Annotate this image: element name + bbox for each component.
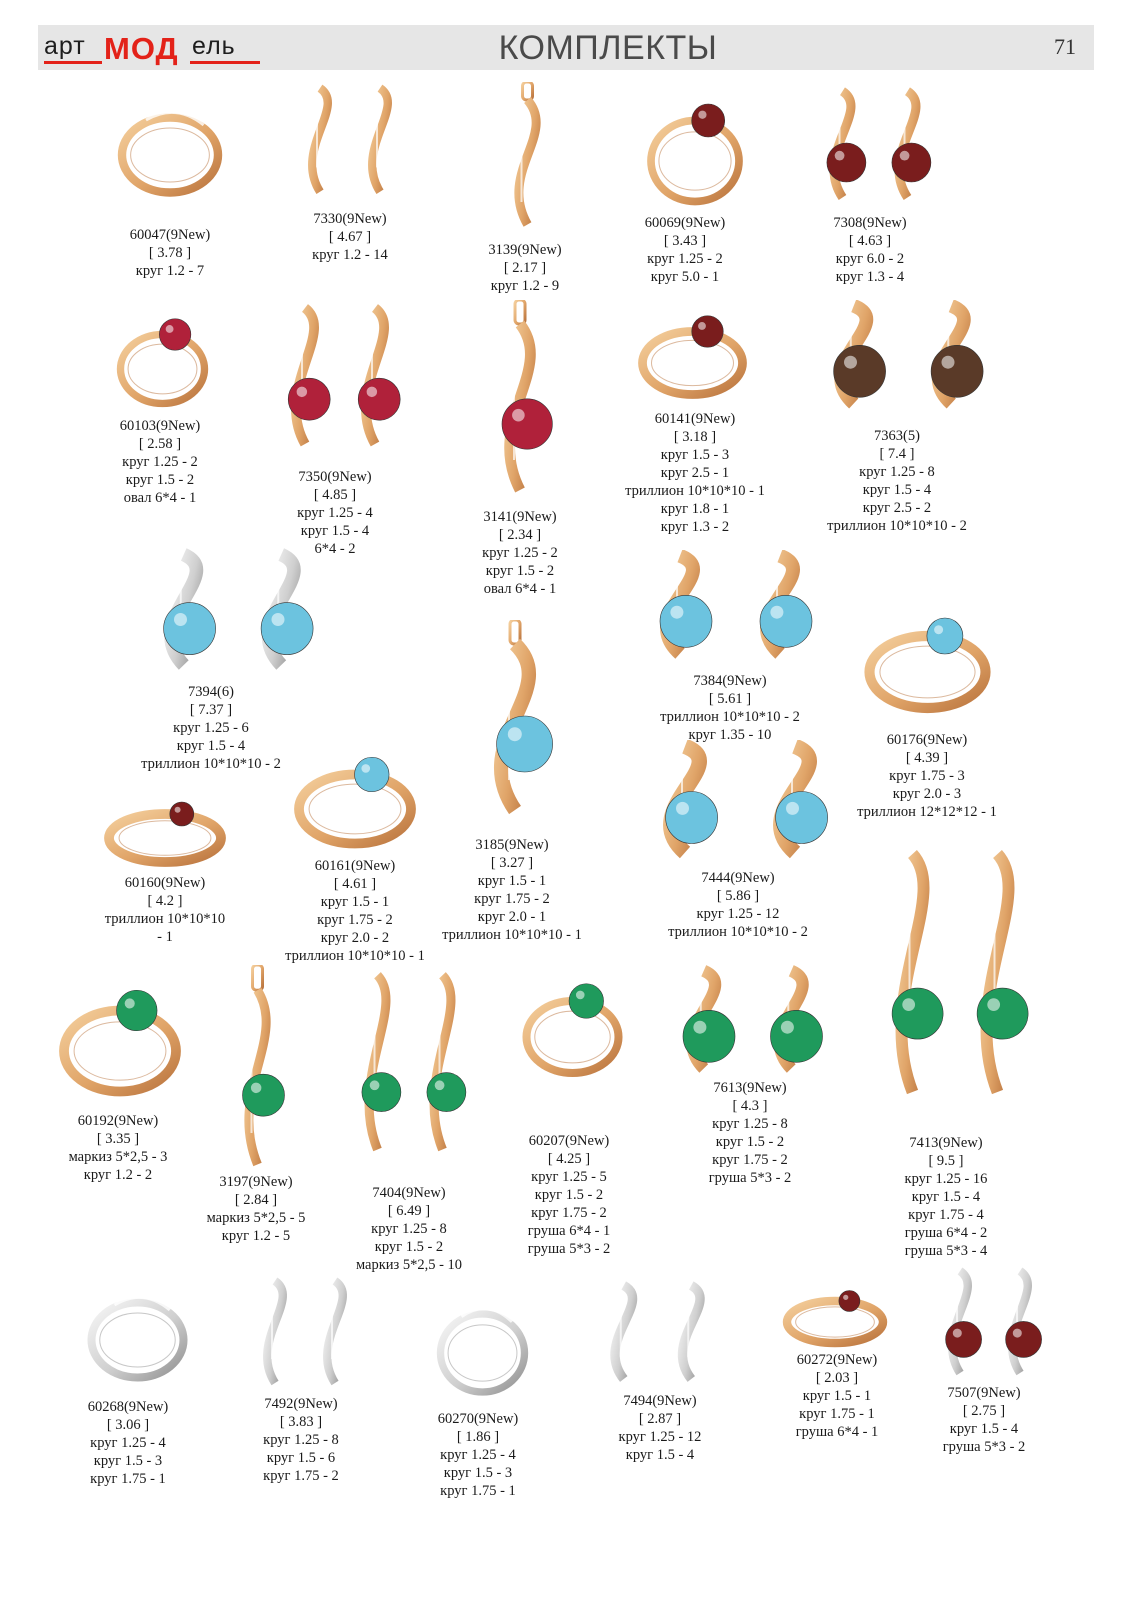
product-image-earrings [290,82,410,204]
stone-spec: маркиз 5*2,5 - 10 [355,1257,463,1273]
gemstone [946,1321,982,1357]
stone-spec: триллион 10*10*10 [104,911,226,927]
product-code: 60047(9New) [129,227,211,243]
gemstone [892,143,931,182]
ring-band [870,636,986,708]
product-weight: [ 9.5 ] [928,1153,964,1169]
stone-spec: круг 1.5 - 4 [862,482,932,498]
gemstone [666,792,718,844]
stone-spec: круг 1.25 - 16 [904,1171,988,1187]
product-caption [623,869,853,941]
product-image-pendant [220,965,295,1175]
product-code: 60268(9New) [87,1399,169,1415]
product-image-earrings [870,840,1040,1120]
gemstone [660,595,712,647]
gemstone [164,603,216,655]
product-weight: [ 2.87 ] [638,1411,682,1427]
stone-spec: круг 6.0 - 2 [835,251,905,267]
logo-text-mid: МОД [104,31,179,66]
gemstone [358,378,400,420]
gemstone [117,990,158,1031]
stone-spec: триллион 10*10*10 - 2 [827,518,967,534]
stone-spec: триллион 12*12*12 - 1 [857,804,997,820]
stone-spec: круг 1.8 - 1 [660,501,730,517]
product-image-earrings [805,300,1000,415]
product-caption [240,857,470,965]
stone-spec: триллион 10*10*10 - 1 [285,948,425,964]
logo-text-left: арт [44,32,86,60]
stone-spec: круг 2.5 - 1 [660,465,730,481]
stone-spec: круг 1.5 - 2 [485,563,555,579]
stone-spec: круг 1.5 - 1 [320,894,390,910]
stone-spec: круг 1.25 - 12 [696,906,780,922]
stone-spec: триллион 10*10*10 - 2 [660,709,800,725]
stone-spec: круг 1.25 - 4 [297,505,373,521]
stone-spec: круг 1.25 - 4 [440,1447,516,1463]
stone-spec: круг 1.5 - 4 [300,523,370,539]
product-image-ring [110,80,230,205]
product-image-ring [110,300,215,415]
page-number: 71 [1054,34,1076,59]
product-weight: [ 3.83 ] [279,1414,323,1430]
product-image-earrings [245,1275,365,1395]
stone-spec: круг 1.5 - 2 [374,1239,444,1255]
product-code: 60103(9New) [119,418,201,434]
product-weight: [ 3.35 ] [96,1131,140,1147]
product-code: 3141(9New) [483,509,557,525]
stone-spec: круг 1.25 - 12 [618,1429,702,1445]
product-image-earrings [630,550,830,665]
stone-spec: круг 1.25 - 8 [712,1116,788,1132]
product-weight: [ 7.4 ] [879,446,915,462]
stone-spec: круг 1.2 - 9 [490,278,560,294]
page-title: КОМПЛЕКТЫ [498,29,718,67]
stone-spec: круг 1.5 - 4 [625,1447,695,1463]
stone-spec: круг 1.25 - 6 [173,720,249,736]
product-image-earrings [810,85,940,210]
earring-body [366,308,384,444]
product-weight: [ 3.43 ] [663,233,707,249]
product-image-ring [95,790,235,870]
product-image-ring [855,600,1000,720]
product-code: 7330(9New) [313,211,387,227]
product-code: 3185(9New) [475,837,549,853]
product-code: 7384(9New) [693,673,767,689]
stone-spec: 6*4 - 2 [314,541,356,557]
stone-spec: круг 1.25 - 2 [482,545,558,561]
product-weight: [ 2.34 ] [498,527,542,543]
stone-spec: круг 1.25 - 2 [647,251,723,267]
logo-underline-right [190,61,260,64]
product-code: 60270(9New) [437,1411,519,1427]
stone-spec: круг 1.5 - 1 [477,873,547,889]
stone-spec: триллион 10*10*10 - 2 [141,756,281,772]
product-image-ring [285,740,425,855]
gemstone [569,984,604,1019]
page-header [38,25,1094,70]
gemstone [288,378,330,420]
earring-body [434,975,451,1149]
stone-spec: круг 1.2 - 2 [83,1167,153,1183]
product-code: 60141(9New) [654,411,736,427]
stone-spec: триллион 10*10*10 - 1 [625,483,765,499]
stone-spec: круг 1.2 - 7 [135,263,205,279]
ring-band [651,121,739,202]
product-code: 60192(9New) [77,1113,159,1129]
product-code: 60160(9New) [124,875,206,891]
product-code: 60272(9New) [796,1352,878,1368]
stone-spec: груша 6*4 - 1 [795,1424,879,1440]
product-caption [580,410,810,536]
earring-body [267,1281,283,1383]
gemstone [927,618,963,654]
gemstone [159,319,191,351]
stone-spec: круг 1.75 - 2 [531,1205,607,1221]
product-image-earrings [270,300,410,460]
stone-spec: круг 1.25 - 8 [859,464,935,480]
product-image-ring [775,1280,895,1350]
stone-spec: круг 2.5 - 2 [862,500,932,516]
earring-body [312,88,328,192]
gemstone [427,1073,466,1112]
stone-spec: круг 5.0 - 1 [650,269,720,285]
earring-body [901,854,923,1092]
gemstone [1006,1321,1042,1357]
earring-body [369,975,386,1149]
stone-spec: круг 1.75 - 3 [889,768,965,784]
ring-band [122,118,218,193]
product-code: 7613(9New) [713,1080,787,1096]
stone-spec: - 1 [157,929,173,945]
product-code: 60161(9New) [314,858,396,874]
product-weight: [ 3.78 ] [148,245,192,261]
gemstone [362,1073,401,1112]
stone-spec: круг 1.25 - 4 [90,1435,166,1451]
product-weight: [ 2.75 ] [962,1403,1006,1419]
logo-text-right: ель [192,32,236,60]
stone-spec: круг 1.75 - 1 [799,1406,875,1422]
product-code: 7350(9New) [298,469,372,485]
stone-spec: круг 1.3 - 2 [660,519,730,535]
product-image-pendant [490,82,565,232]
product-image-earrings [590,1280,725,1390]
stone-spec: триллион 10*10*10 - 1 [442,927,582,943]
product-weight: [ 4.85 ] [313,487,357,503]
product-image-earrings [135,548,330,678]
product-caption [615,672,845,744]
product-weight: [ 4.2 ] [147,893,183,909]
product-code: 7494(9New) [623,1393,697,1409]
ring-band [299,775,411,844]
product-weight: [ 1.86 ] [456,1429,500,1445]
product-weight: [ 2.84 ] [234,1192,278,1208]
stone-spec: триллион 10*10*10 - 2 [668,924,808,940]
product-code: 7404(9New) [372,1185,446,1201]
earring-body [682,1286,700,1380]
stone-spec: круг 1.5 - 6 [266,1450,336,1466]
product-code: 7363(5) [874,428,920,444]
product-code: 60069(9New) [644,215,726,231]
product-weight: [ 2.58 ] [138,436,182,452]
product-weight: [ 4.61 ] [333,876,377,892]
stone-spec: круг 1.75 - 2 [712,1152,788,1168]
product-weight: [ 5.61 ] [708,691,752,707]
product-caption [831,1134,1061,1260]
ring-band [92,1303,184,1378]
product-weight: [ 2.17 ] [503,260,547,276]
product-weight: [ 5.86 ] [716,888,760,904]
product-image-ring [640,80,750,215]
stone-spec: круг 1.5 - 4 [176,738,246,754]
gemstone [692,316,724,348]
stone-spec: круг 1.5 - 2 [715,1134,785,1150]
stone-spec: маркиз 5*2,5 - 3 [68,1149,168,1165]
product-image-earrings [930,1265,1050,1385]
product-image-ring [80,1265,195,1390]
product-code: 60176(9New) [886,732,968,748]
stone-spec: круг 1.5 - 3 [443,1465,513,1481]
gemstone [839,1291,860,1312]
product-weight: [ 6.49 ] [387,1203,431,1219]
earring-body [372,88,388,192]
stone-spec: круг 1.5 - 2 [534,1187,604,1203]
ring-band [121,335,205,404]
bail [253,965,263,990]
product-weight: [ 4.39 ] [905,750,949,766]
stone-spec: круг 1.75 - 1 [440,1483,516,1499]
stone-spec: круг 1.2 - 14 [312,247,388,263]
brand-logo [44,25,264,70]
stone-spec: маркиз 5*2,5 - 5 [206,1210,306,1226]
product-code: 7507(9New) [947,1385,1021,1401]
gemstone [931,345,983,397]
product-code: 7308(9New) [833,215,907,231]
stone-spec: груша 6*4 - 2 [904,1225,988,1241]
stone-spec: круг 1.75 - 4 [908,1207,984,1223]
stone-spec: круг 2.0 - 2 [320,930,390,946]
ring-band [643,332,743,395]
stone-spec: круг 1.5 - 3 [93,1453,163,1469]
product-image-pendant [475,300,565,500]
ring-band [64,1011,176,1092]
stone-spec: овал 6*4 - 1 [483,581,557,597]
earring-body [615,1286,633,1380]
gemstone [834,345,886,397]
stone-spec: круг 1.2 - 5 [221,1228,291,1244]
bail [515,300,525,324]
ring-band [441,1314,525,1392]
product-code: 7444(9New) [701,870,775,886]
product-weight: [ 3.06 ] [106,1417,150,1433]
gemstone [170,802,194,826]
product-code: 7394(6) [188,684,234,700]
product-image-ring [630,300,755,405]
stone-spec: круг 2.0 - 1 [477,909,547,925]
product-weight: [ 7.37 ] [189,702,233,718]
product-weight: [ 3.18 ] [673,429,717,445]
product-caption [869,1384,1099,1456]
product-weight: [ 4.25 ] [547,1151,591,1167]
gemstone [760,595,812,647]
logo-underline-left [44,61,102,64]
stone-spec: круг 1.5 - 4 [949,1421,1019,1437]
product-image-ring [430,1275,535,1405]
product-code: 60207(9New) [528,1133,610,1149]
gemstone [497,716,553,772]
product-caption [782,427,1012,535]
product-weight: [ 4.67 ] [328,229,372,245]
product-image-ring [50,970,190,1105]
gemstone [355,757,390,792]
stone-spec: круг 1.25 - 8 [263,1432,339,1448]
gemstone [776,792,828,844]
product-weight: [ 4.3 ] [732,1098,768,1114]
gemstone [827,143,866,182]
stone-spec: круг 1.35 - 10 [688,727,772,743]
gemstone [683,1010,735,1062]
gemstone [502,399,552,449]
stone-spec: груша 6*4 - 1 [527,1223,611,1239]
stone-spec: круг 1.75 - 1 [90,1471,166,1487]
stone-spec: круг 2.0 - 3 [892,786,962,802]
stone-spec: овал 6*4 - 1 [123,490,197,506]
earring-body [986,854,1008,1092]
stone-spec: круг 1.25 - 2 [122,454,198,470]
stone-spec: круг 1.3 - 4 [835,269,905,285]
product-weight: [ 4.63 ] [848,233,892,249]
stone-spec: круг 1.25 - 8 [371,1221,447,1237]
gemstone [261,603,313,655]
product-code: 7492(9New) [264,1396,338,1412]
stone-spec: круг 1.5 - 1 [802,1388,872,1404]
product-image-earrings [630,740,850,865]
gemstone [977,988,1028,1039]
product-caption [755,214,985,286]
product-image-pendant [455,620,575,820]
gemstone [243,1074,285,1116]
product-weight: [ 3.27 ] [490,855,534,871]
stone-spec: круг 1.5 - 2 [125,472,195,488]
earring-body [296,308,314,444]
stone-spec: круг 1.75 - 2 [263,1468,339,1484]
stone-spec: груша 5*3 - 2 [942,1439,1026,1455]
product-image-earrings [660,965,835,1080]
product-code: 7413(9New) [909,1135,983,1151]
stone-spec: груша 5*3 - 4 [904,1243,988,1259]
earring-body [327,1281,343,1383]
product-image-ring [515,965,630,1085]
stone-spec: круг 1.75 - 2 [474,891,550,907]
gemstone [892,988,943,1039]
stone-spec: круг 1.75 - 2 [317,912,393,928]
product-weight: [ 2.03 ] [815,1370,859,1386]
gemstone [771,1010,823,1062]
stone-spec: груша 5*3 - 2 [527,1241,611,1257]
stone-spec: круг 1.25 - 5 [531,1169,607,1185]
stone-spec: круг 1.5 - 4 [911,1189,981,1205]
stone-spec: круг 1.5 - 3 [660,447,730,463]
product-code: 3197(9New) [219,1174,293,1190]
stone-spec: груша 5*3 - 2 [708,1170,792,1186]
product-code: 3139(9New) [488,242,562,258]
gemstone [692,104,725,137]
